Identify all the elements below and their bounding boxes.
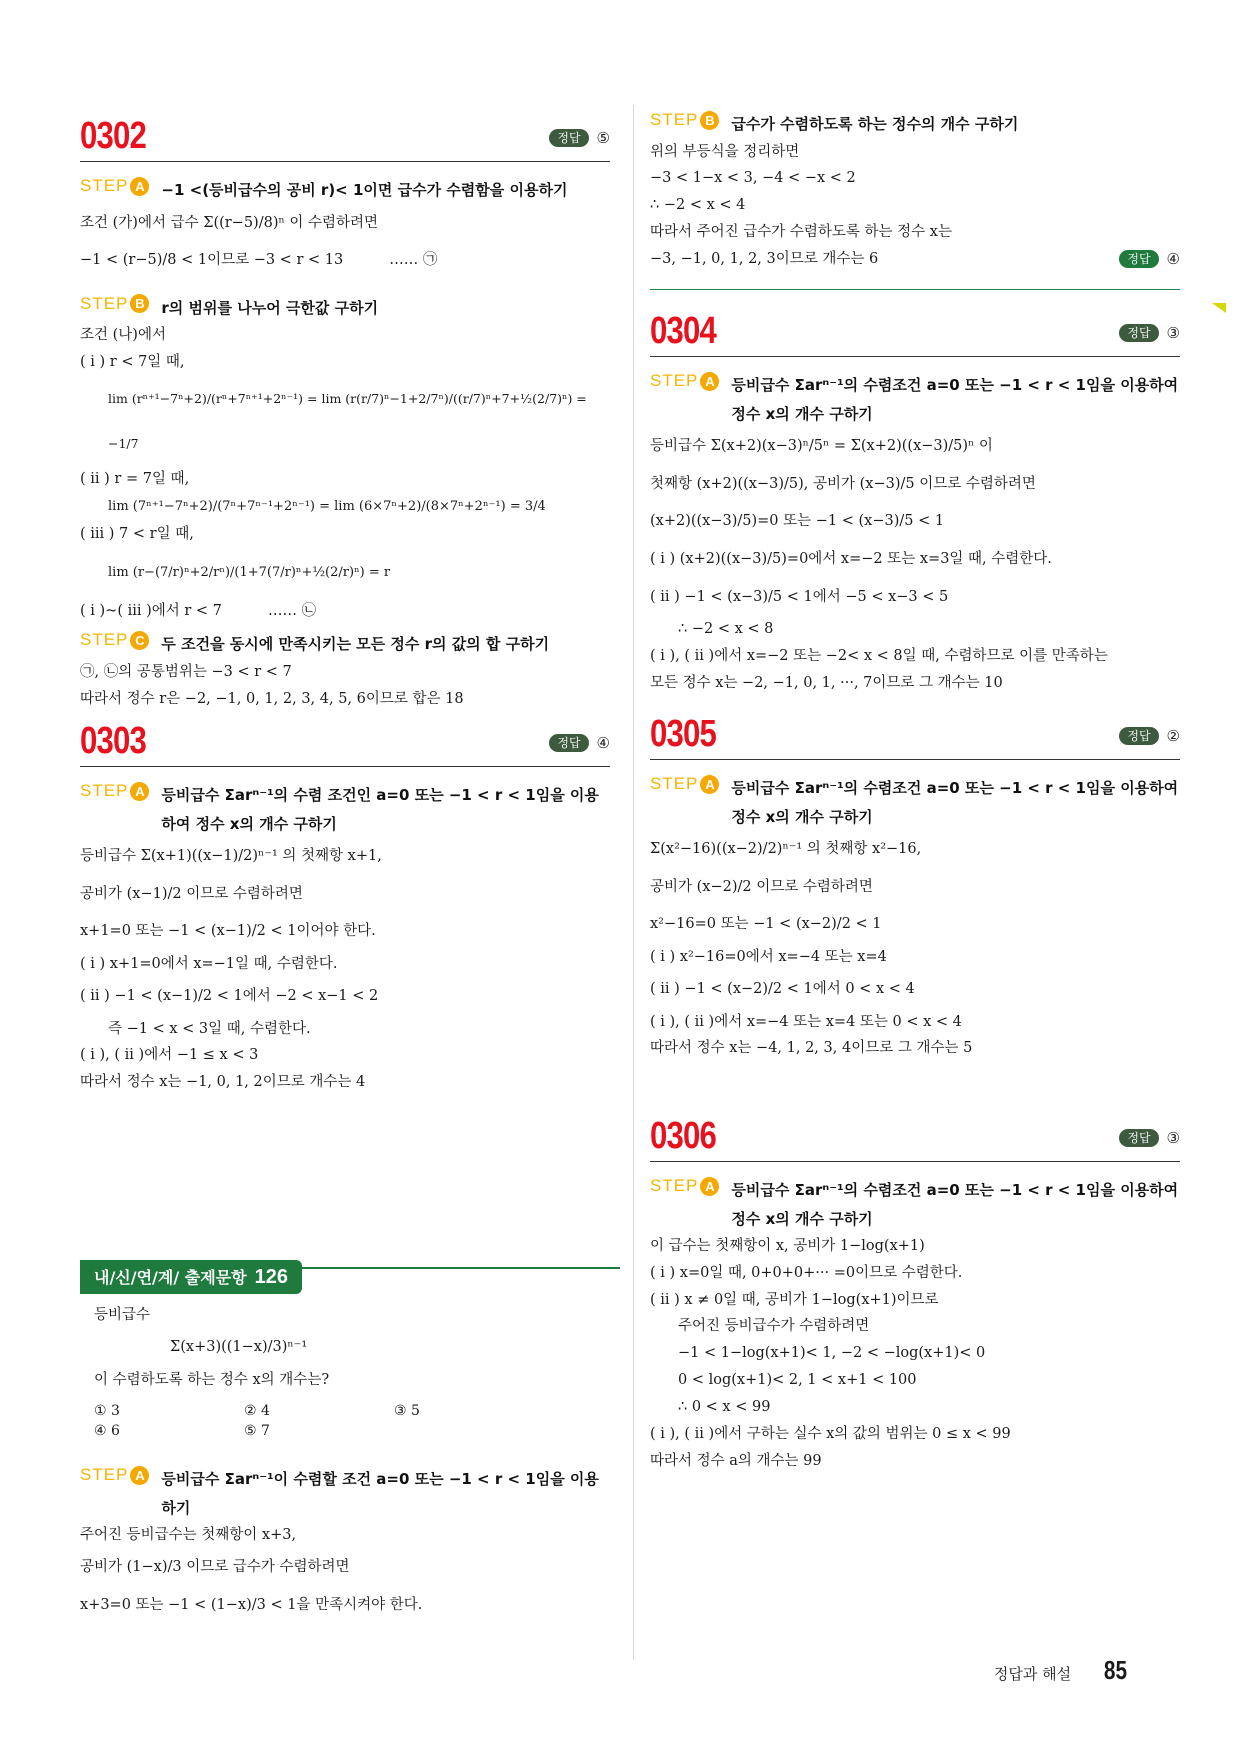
text-line: ( ii ) −1 < (x−3)/5 < 1에서 −5 < x−3 < 5 bbox=[650, 588, 949, 605]
answer-value: ⑤ bbox=[596, 128, 610, 147]
text-line: (x+2)((x−3)/5)=0 또는 −1 < (x−3)/5 < 1 bbox=[650, 513, 945, 530]
problem-header bbox=[80, 715, 610, 767]
text-line: ( i ), ( ii )에서 x=−4 또는 x=4 또는 0 < x < 4 bbox=[650, 1013, 962, 1030]
corner-mark bbox=[1212, 303, 1226, 313]
step-a bbox=[80, 781, 610, 838]
text-line: ( ii ) r = 7일 때, bbox=[80, 471, 190, 487]
text-line: −1 < (r−5)/8 < 1이므로 −3 < r < 13 …… ㉠ bbox=[80, 252, 438, 269]
linked-problem-banner bbox=[80, 1260, 620, 1294]
choice-5: ⑤ 7 bbox=[244, 1423, 270, 1440]
text-line: Σ(x²−16)((x−2)/2)ⁿ⁻¹ 의 첫째항 x²−16, bbox=[650, 841, 922, 857]
answer-pill: 정답 bbox=[1119, 250, 1158, 268]
text-line: ( ii ) −1 < (x−2)/2 < 1에서 0 < x < 4 bbox=[650, 980, 915, 997]
text-line: −1 < 1−log(x+1)< 1, −2 < −log(x+1)< 0 bbox=[678, 1345, 986, 1362]
answer-badge bbox=[1119, 250, 1180, 268]
question-text: 등비급수 bbox=[94, 1307, 151, 1323]
step-title: 등비급수 Σarⁿ⁻¹의 수렴 조건인 a=0 또는 −1 < r < 1임을 이용하여 정수 x의 개수 구하기 bbox=[161, 786, 599, 833]
text-line: x²−16=0 또는 −1 < (x−2)/2 < 1 bbox=[650, 916, 882, 933]
text-line: 따라서 주어진 급수가 수렴하도록 하는 정수 x는 bbox=[650, 223, 952, 240]
step-tag: STEP A bbox=[80, 1465, 149, 1485]
step-tag: STEP A bbox=[650, 774, 719, 794]
step-b bbox=[650, 110, 1180, 139]
choice-3: ③ 5 bbox=[394, 1403, 420, 1420]
answer-pill: 정답 bbox=[549, 734, 588, 752]
text-line: ( i ) r < 7일 때, bbox=[80, 354, 185, 371]
text-line: 주어진 등비급수가 수렴하려면 bbox=[678, 1318, 870, 1335]
answer-badge bbox=[1119, 324, 1180, 342]
step-tag: STEP A bbox=[650, 371, 719, 391]
step-title: 두 조건을 동시에 만족시키는 모든 정수 r의 값의 합 구하기 bbox=[161, 635, 550, 654]
page-number: 85 bbox=[1103, 1655, 1128, 1685]
step-a bbox=[650, 371, 1180, 428]
text-line: x+1=0 또는 −1 < (x−1)/2 < 1이어야 한다. bbox=[80, 923, 376, 940]
step-letter-icon: C bbox=[130, 631, 149, 650]
choice-4: ④ 6 bbox=[94, 1423, 120, 1440]
text-line: ( i ), ( ii )에서 x=−2 또는 −2< x < 8일 때, 수렴하므로 이를 만족하는 bbox=[650, 648, 1108, 665]
text-line: ∴ −2 < x < 8 bbox=[678, 621, 774, 638]
problem-header bbox=[80, 110, 610, 162]
text-line: −3 < 1−x < 3, −4 < −x < 2 bbox=[650, 170, 856, 187]
answer-value: ③ bbox=[1166, 323, 1180, 342]
step-tag: STEP A bbox=[650, 1176, 719, 1196]
step-tag: STEP B bbox=[650, 110, 719, 130]
step-title: 등비급수 Σarⁿ⁻¹의 수렴조건 a=0 또는 −1 < r < 1임을 이용하여 정수 x의 개수 구하기 bbox=[731, 376, 1179, 423]
linked-problem bbox=[80, 1302, 610, 1625]
problem-number: 0305 bbox=[650, 713, 717, 755]
step-b bbox=[80, 294, 610, 323]
problem-header bbox=[650, 708, 1180, 760]
problem-header bbox=[650, 305, 1180, 357]
step-letter-icon: A bbox=[130, 782, 149, 801]
text-line: ( i ) x²−16=0에서 x=−4 또는 x=4 bbox=[650, 949, 887, 966]
step-title: −1 <(등비급수의 공비 r)< 1이면 급수가 수렴함을 이용하기 bbox=[161, 181, 568, 199]
text-line: ( i ), ( ii )에서 −1 ≤ x < 3 bbox=[80, 1047, 259, 1064]
formula-line: lim (7ⁿ⁺¹−7ⁿ+2)/(7ⁿ+7ⁿ⁻¹+2ⁿ⁻¹) = lim (6×7ⁿ+2)/(8×7ⁿ+2ⁿ⁻¹) = 3/4 bbox=[108, 498, 546, 514]
step-letter-icon: B bbox=[130, 294, 149, 313]
step-a bbox=[650, 1176, 1180, 1233]
problem-number: 0302 bbox=[80, 115, 147, 157]
text-line: 공비가 (x−1)/2 이므로 수렴하려면 bbox=[80, 885, 303, 902]
question-text: 이 수렴하도록 하는 정수 x의 개수는? bbox=[94, 1371, 330, 1388]
banner-rule bbox=[302, 1267, 620, 1269]
step-letter-icon: B bbox=[700, 111, 719, 130]
text-line: 모든 정수 x는 −2, −1, 0, 1, ···, 7이므로 그 개수는 10 bbox=[650, 675, 1003, 692]
problem-0304 bbox=[650, 305, 1180, 697]
formula-line: lim (rⁿ⁺¹−7ⁿ+2)/(rⁿ+7ⁿ⁺¹+2ⁿ⁻¹) = lim (r(r/7)ⁿ−1+2/7ⁿ)/((r/7)ⁿ+7+½(2/7)ⁿ) = −1/7 bbox=[108, 391, 591, 451]
answer-value: ④ bbox=[1166, 250, 1180, 269]
step-title: 등비급수 Σarⁿ⁻¹이 수렴할 조건 a=0 또는 −1 < r < 1임을 이용하기 bbox=[161, 1470, 599, 1517]
answer-value: ④ bbox=[596, 733, 610, 752]
text-line: 조건 (나)에서 bbox=[80, 327, 166, 344]
text-line: ( i ) x=0일 때, 0+0+0+··· =0이므로 수렴한다. bbox=[650, 1264, 963, 1281]
answer-badge bbox=[549, 129, 610, 147]
step-tag: STEP B bbox=[80, 294, 149, 314]
answer-badge bbox=[1119, 727, 1180, 745]
step-letter-icon: A bbox=[130, 1466, 149, 1485]
step-title: 등비급수 Σarⁿ⁻¹의 수렴조건 a=0 또는 −1 < r < 1임을 이용하여 정수 x의 개수 구하기 bbox=[731, 779, 1179, 826]
linked-problem-title: 내/신/연/계/ 출제문항 126 bbox=[80, 1260, 302, 1294]
step-title: 등비급수 Σarⁿ⁻¹의 수렴조건 a=0 또는 −1 < r < 1임을 이용하여 정수 x의 개수 구하기 bbox=[731, 1181, 1179, 1228]
answer-pill: 정답 bbox=[549, 129, 588, 147]
problem-number: 0303 bbox=[80, 720, 147, 762]
text-line: ∴ 0 < x < 99 bbox=[678, 1398, 771, 1415]
footer-label: 정답과 해설 bbox=[993, 1665, 1072, 1683]
text-line: 주어진 등비급수는 첫째항이 x+3, bbox=[80, 1527, 297, 1544]
answer-choices bbox=[80, 1403, 610, 1439]
step-c bbox=[80, 630, 610, 659]
choice-1: ① 3 bbox=[94, 1403, 120, 1420]
answer-badge bbox=[549, 734, 610, 752]
step-tag: STEP C bbox=[80, 630, 149, 650]
answer-value: ② bbox=[1166, 726, 1180, 745]
step-letter-icon: A bbox=[700, 372, 719, 391]
column-divider bbox=[633, 105, 634, 1660]
problem-0306 bbox=[650, 1110, 1180, 1474]
text-line: 따라서 정수 x는 −4, 1, 2, 3, 4이므로 그 개수는 5 bbox=[650, 1040, 973, 1057]
answer-pill: 정답 bbox=[1119, 1129, 1158, 1147]
text-line: 따라서 정수 x는 −1, 0, 1, 2이므로 개수는 4 bbox=[80, 1074, 366, 1091]
answer-pill: 정답 bbox=[1119, 324, 1158, 342]
problem-number: 0306 bbox=[650, 1115, 717, 1157]
step-tag: STEP A bbox=[80, 781, 149, 801]
text-line: ㉠, ㉡의 공통범위는 −3 < r < 7 bbox=[80, 663, 292, 680]
text-line: 등비급수 Σ(x+1)((x−1)/2)ⁿ⁻¹ 의 첫째항 x+1, bbox=[80, 848, 382, 864]
problem-0303 bbox=[80, 715, 610, 1096]
problem-number: 0304 bbox=[650, 310, 717, 352]
text-line: ∴ −2 < x < 4 bbox=[650, 197, 746, 214]
formula-line: lim (r−(7/r)ⁿ+2/rⁿ)/(1+7(7/r)ⁿ+½(2/r)ⁿ) = r bbox=[108, 565, 391, 581]
choice-2: ② 4 bbox=[244, 1403, 270, 1420]
text-line: 공비가 (x−2)/2 이므로 수렴하려면 bbox=[650, 878, 873, 895]
question-formula: Σ(x+3)((1−x)/3)ⁿ⁻¹ bbox=[170, 1338, 308, 1355]
text-line: 따라서 정수 a의 개수는 99 bbox=[650, 1452, 822, 1469]
step-a bbox=[650, 774, 1180, 831]
text-line: −3, −1, 0, 1, 2, 3이므로 개수는 6 bbox=[650, 250, 879, 267]
step-a bbox=[80, 176, 610, 205]
text-line: 첫째항 (x+2)((x−3)/5), 공비가 (x−3)/5 이므로 수렴하려면 bbox=[650, 475, 1036, 492]
step-a bbox=[80, 1465, 610, 1522]
problem-header bbox=[650, 1110, 1180, 1162]
text-line: 따라서 정수 r은 −2, −1, 0, 1, 2, 3, 4, 5, 6이므로 합은 18 bbox=[80, 690, 464, 707]
linked-problem-continued bbox=[650, 110, 1180, 290]
text-line: 조건 (가)에서 급수 Σ((r−5)/8)ⁿ 이 수렴하려면 bbox=[80, 214, 379, 231]
text-line: ( i ), ( ii )에서 구하는 실수 x의 값의 범위는 0 ≤ x < 99 bbox=[650, 1425, 1011, 1442]
text-line: 이 급수는 첫째항이 x, 공비가 1−log(x+1) bbox=[650, 1238, 925, 1254]
problem-0305 bbox=[650, 708, 1180, 1062]
text-line: ( i )~( iii )에서 r < 7 …… ㉡ bbox=[80, 602, 317, 619]
step-letter-icon: A bbox=[700, 1177, 719, 1196]
text-line: 공비가 (1−x)/3 이므로 급수가 수렴하려면 bbox=[80, 1559, 350, 1576]
text-line: 0 < log(x+1)< 2, 1 < x+1 < 100 bbox=[678, 1372, 917, 1389]
text-line: 즉 −1 < x < 3일 때, 수렴한다. bbox=[108, 1020, 311, 1037]
page-footer bbox=[994, 1655, 1130, 1686]
text-line: ( ii ) −1 < (x−1)/2 < 1에서 −2 < x−1 < 2 bbox=[80, 987, 379, 1004]
answer-badge bbox=[1119, 1129, 1180, 1147]
text-line: ( iii ) 7 < r일 때, bbox=[80, 526, 194, 543]
linked-problem-number: 126 bbox=[254, 1266, 288, 1288]
text-line: x+3=0 또는 −1 < (1−x)/3 < 1을 만족시켜야 한다. bbox=[80, 1596, 423, 1613]
answer-pill: 정답 bbox=[1119, 727, 1158, 745]
step-letter-icon: A bbox=[700, 775, 719, 794]
text-line: ( i ) (x+2)((x−3)/5)=0에서 x=−2 또는 x=3일 때, 수렴한다. bbox=[650, 551, 1052, 568]
step-title: r의 범위를 나누어 극한값 구하기 bbox=[161, 298, 379, 317]
problem-0302 bbox=[80, 110, 610, 713]
text-line: 위의 부등식을 정리하면 bbox=[650, 143, 800, 160]
step-tag: STEP A bbox=[80, 176, 149, 196]
step-title: 급수가 수렴하도록 하는 정수의 개수 구하기 bbox=[731, 115, 1019, 133]
text-line: ( i ) x+1=0에서 x=−1일 때, 수렴한다. bbox=[80, 956, 338, 973]
text-line: 등비급수 Σ(x+2)(x−3)ⁿ/5ⁿ = Σ(x+2)((x−3)/5)ⁿ 이 bbox=[650, 438, 993, 454]
section-rule bbox=[650, 289, 1180, 291]
step-letter-icon: A bbox=[130, 177, 149, 196]
answer-value: ③ bbox=[1166, 1128, 1180, 1147]
text-line: ( ii ) x ≠ 0일 때, 공비가 1−log(x+1)이므로 bbox=[650, 1291, 939, 1308]
